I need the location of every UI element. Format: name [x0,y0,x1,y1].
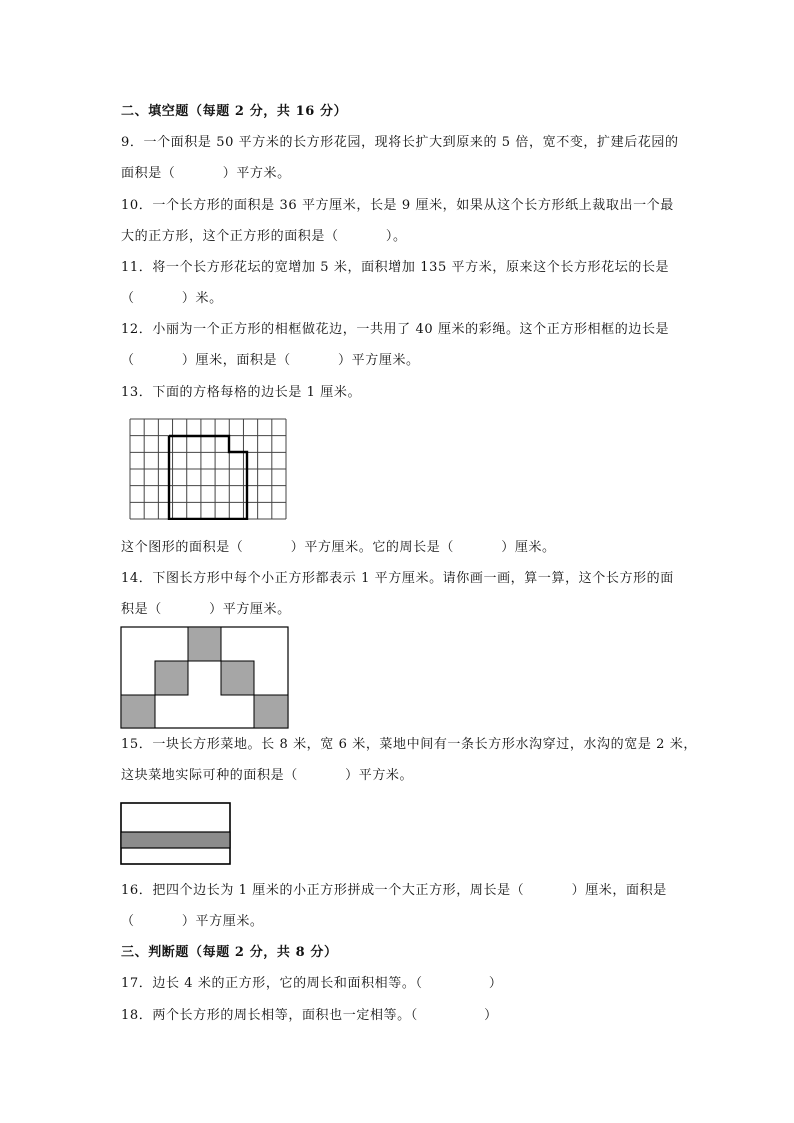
q14-shaded-square [254,695,288,728]
q13-shape-outline [169,436,247,519]
section-heading-judge: 三、判断题（每题 2 分，共 8 分） [121,945,338,960]
question-9-line-2: 面积是（ ）平方米。 [121,166,291,181]
section-heading-fill-blank: 二、填空题（每题 2 分，共 16 分） [121,104,348,119]
question-11-line-1: 11．将一个长方形花坛的宽增加 5 米，面积增加 135 平方米，原来这个长方形花坛的长是 [121,260,670,275]
question-13-line-1: 13．下面的方格每格的边长是 1 厘米。 [121,385,362,400]
question-11-line-2: （ ）米。 [121,291,223,306]
question-15-line-1: 15．一块长方形菜地。长 8 米，宽 6 米，菜地中间有一条长方形水沟穿过，水沟的宽是 2 米， [121,737,697,752]
question-9-line-1: 9．一个面积是 50 平方米的长方形花园，现将长扩大到原来的 5 倍，宽不变，扩建后花园的 [121,135,679,150]
q15-ditch [121,832,230,848]
q15-field-figure [120,802,232,866]
question-14-line-2: 积是（ ）平方厘米。 [121,602,291,617]
q13-grid-figure [129,418,287,520]
question-12-line-2: （ ）厘米，面积是（ ）平方厘米。 [121,353,420,368]
q14-shaded-square [121,695,155,728]
question-16-line-1: 16．把四个边长为 1 厘米的小正方形拼成一个大正方形，周长是（ ）厘米，面积是 [121,883,667,898]
question-12-line-1: 12．小丽为一个正方形的相框做花边，一共用了 40 厘米的彩绳。这个正方形相框的边长是 [121,322,670,337]
question-14-line-1: 14．下图长方形中每个小正方形都表示 1 平方厘米。请你画一画，算一算，这个长方形的面 [121,571,674,586]
q14-rectangle-figure [120,626,290,730]
q14-shaded-square [155,661,188,695]
question-13-line-2: 这个图形的面积是（ ）平方厘米。它的周长是（ ）厘米。 [121,540,556,555]
question-16-line-2: （ ）平方厘米。 [121,914,264,929]
question-18: 18．两个长方形的周长相等，面积也一定相等。（ ） [121,1008,498,1023]
q14-shaded-square [188,627,221,661]
question-17: 17．边长 4 米的正方形，它的周长和面积相等。（ ） [121,976,503,991]
question-15-line-2: 这块菜地实际可种的面积是（ ）平方米。 [121,768,414,783]
question-10-line-1: 10．一个长方形的面积是 36 平方厘米，长是 9 厘米，如果从这个长方形纸上裁取出一个最 [121,198,674,213]
question-10-line-2: 大的正方形，这个正方形的面积是（ ）。 [121,229,407,244]
q14-shaded-square [221,661,254,695]
